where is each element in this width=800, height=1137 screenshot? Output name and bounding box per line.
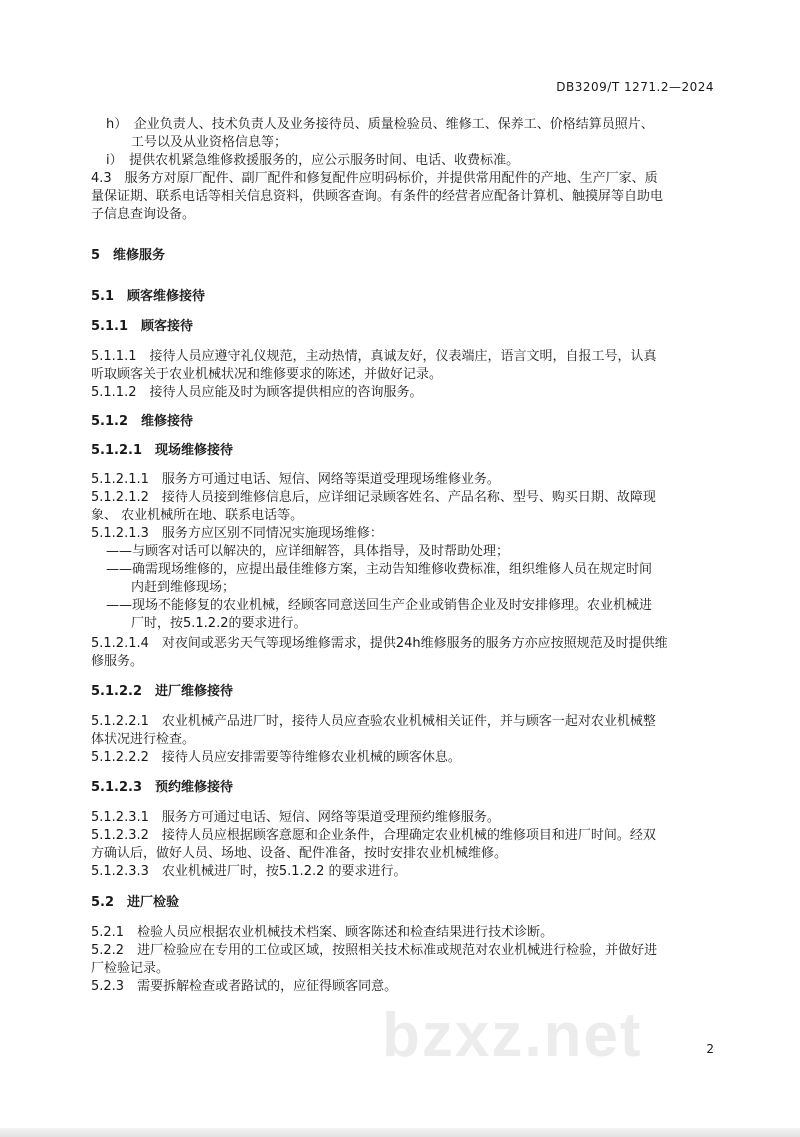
page-bottom-edge	[0, 1128, 800, 1137]
list-item-h-cont: 工号以及从业资格信息等；	[131, 135, 288, 150]
clause-5-2-3: 5.2.3 需要拆解检查或者路试的，应征得顾客同意。	[91, 979, 398, 994]
dash-item-cont: 内赶到维修现场；	[131, 580, 236, 595]
dash-item: ——确需现场维修的，应提出最佳维修方案，主动告知维修收费标准，组织维修人员在规定时间	[106, 562, 653, 577]
dash-item-cont: 厂时，按5.1.2.2的要求进行。	[131, 616, 307, 631]
clause-4-3: 4.3 服务方对原厂配件、副厂配件和修复配件应明码标价，并提供常用配件的产地、生产厂家、质	[91, 171, 658, 186]
section-heading-5-1-2-3: 5.1.2.3 预约维修接待	[91, 780, 233, 795]
section-heading-5-1-1: 5.1.1 顾客接待	[91, 319, 194, 334]
section-heading-5-1-2: 5.1.2 维修接待	[91, 414, 194, 429]
section-heading-5-2: 5.2 进厂检验	[91, 895, 180, 910]
clause-5-1-2-3-1: 5.1.2.3.1 服务方可通过电话、短信、网络等渠道受理预约维修服务。	[91, 810, 500, 825]
clause-5-1-2-1-2: 5.1.2.1.2 接待人员接到维修信息后，应详细记录顾客姓名、产品名称、型号、购买日期、故障现	[91, 490, 656, 505]
clause-5-1-2-1-3: 5.1.2.1.3 服务方应区别不同情况实施现场维修：	[91, 526, 383, 541]
clause-5-1-2-3-2: 5.1.2.3.2 接待人员应根据顾客意愿和企业条件，合理确定农业机械的维修项目和进厂时间。经双	[91, 828, 656, 843]
clause-5-1-1-1: 5.1.1.1 接待人员应遵守礼仪规范，主动热情，真诚友好，仪表端庄，语言文明，自报工号，认真	[91, 349, 657, 364]
clause-5-2-2-cont: 厂检验记录。	[91, 961, 170, 976]
list-item-h: h） 企业负责人、技术负责人及业务接待员、质量检验员、维修工、保养工、价格结算员照片、	[106, 117, 654, 132]
list-item-i: i） 提供农机紧急维修救援服务的，应公示服务时间、电话、收费标准。	[106, 153, 520, 168]
section-heading-5: 5 维修服务	[91, 248, 166, 263]
clause-5-1-2-2-1: 5.1.2.2.1 农业机械产品进厂时，接待人员应查验农业机械相关证件，并与顾客一起对农业机械整	[91, 714, 656, 729]
section-heading-5-1-2-2: 5.1.2.2 进厂维修接待	[91, 684, 233, 699]
section-heading-5-1: 5.1 顾客维修接待	[91, 289, 206, 304]
clause-5-1-2-1-4-cont: 修服务。	[91, 654, 144, 669]
clause-4-3-cont: 量保证期、联系电话等相关信息资料，供顾客查询。有条件的经营者应配备计算机、触摸屏等自助电	[91, 189, 664, 204]
clause-5-2-2: 5.2.2 进厂检验应在专用的工位或区域，按照相关技术标准或规范对农业机械进行检验，并做好进	[91, 943, 658, 958]
dash-item: ——与顾客对话可以解决的，应详细解答，具体指导，及时帮助处理；	[106, 544, 510, 559]
clause-5-1-1-1-cont: 听取顾客关于农业机械状况和维修要求的陈述，并做好记录。	[91, 367, 443, 382]
page-number: 2	[706, 1042, 714, 1056]
clause-5-1-2-1-4: 5.1.2.1.4 对夜间或恶劣天气等现场维修需求，提供24h维修服务的服务方亦应按照规范及时提供维	[91, 636, 668, 651]
clause-5-1-2-2-2: 5.1.2.2.2 接待人员应安排需要等待维修农业机械的顾客休息。	[91, 750, 461, 765]
watermark: bzxz.net	[382, 1001, 643, 1070]
document-code: DB3209/T 1271.2—2024	[556, 80, 714, 94]
clause-5-1-2-3-2-cont: 方确认后，做好人员、场地、设备、配件准备，按时安排农业机械维修。	[91, 846, 508, 861]
clause-5-1-2-3-3: 5.1.2.3.3 农业机械进厂时，按5.1.2.2 的要求进行。	[91, 864, 407, 879]
section-heading-5-1-2-1: 5.1.2.1 现场维修接待	[91, 443, 233, 458]
clause-4-3-cont: 子信息查询设备。	[91, 207, 196, 222]
clause-5-1-2-2-1-cont: 体状况进行检查。	[91, 732, 196, 747]
clause-5-1-2-1-1: 5.1.2.1.1 服务方可通过电话、短信、网络等渠道受理现场维修业务。	[91, 472, 500, 487]
clause-5-2-1: 5.2.1 检验人员应根据农业机械技术档案、顾客陈述和检查结果进行技术诊断。	[91, 925, 554, 940]
dash-item: ——现场不能修复的农业机械，经顾客同意送回生产企业或销售企业及时安排修理。农业机械进	[106, 598, 653, 613]
clause-5-1-2-1-2-cont: 象、 农业机械所在地、联系电话等。	[91, 508, 304, 523]
clause-5-1-1-2: 5.1.1.2 接待人员应能及时为顾客提供相应的咨询服务。	[91, 385, 423, 400]
